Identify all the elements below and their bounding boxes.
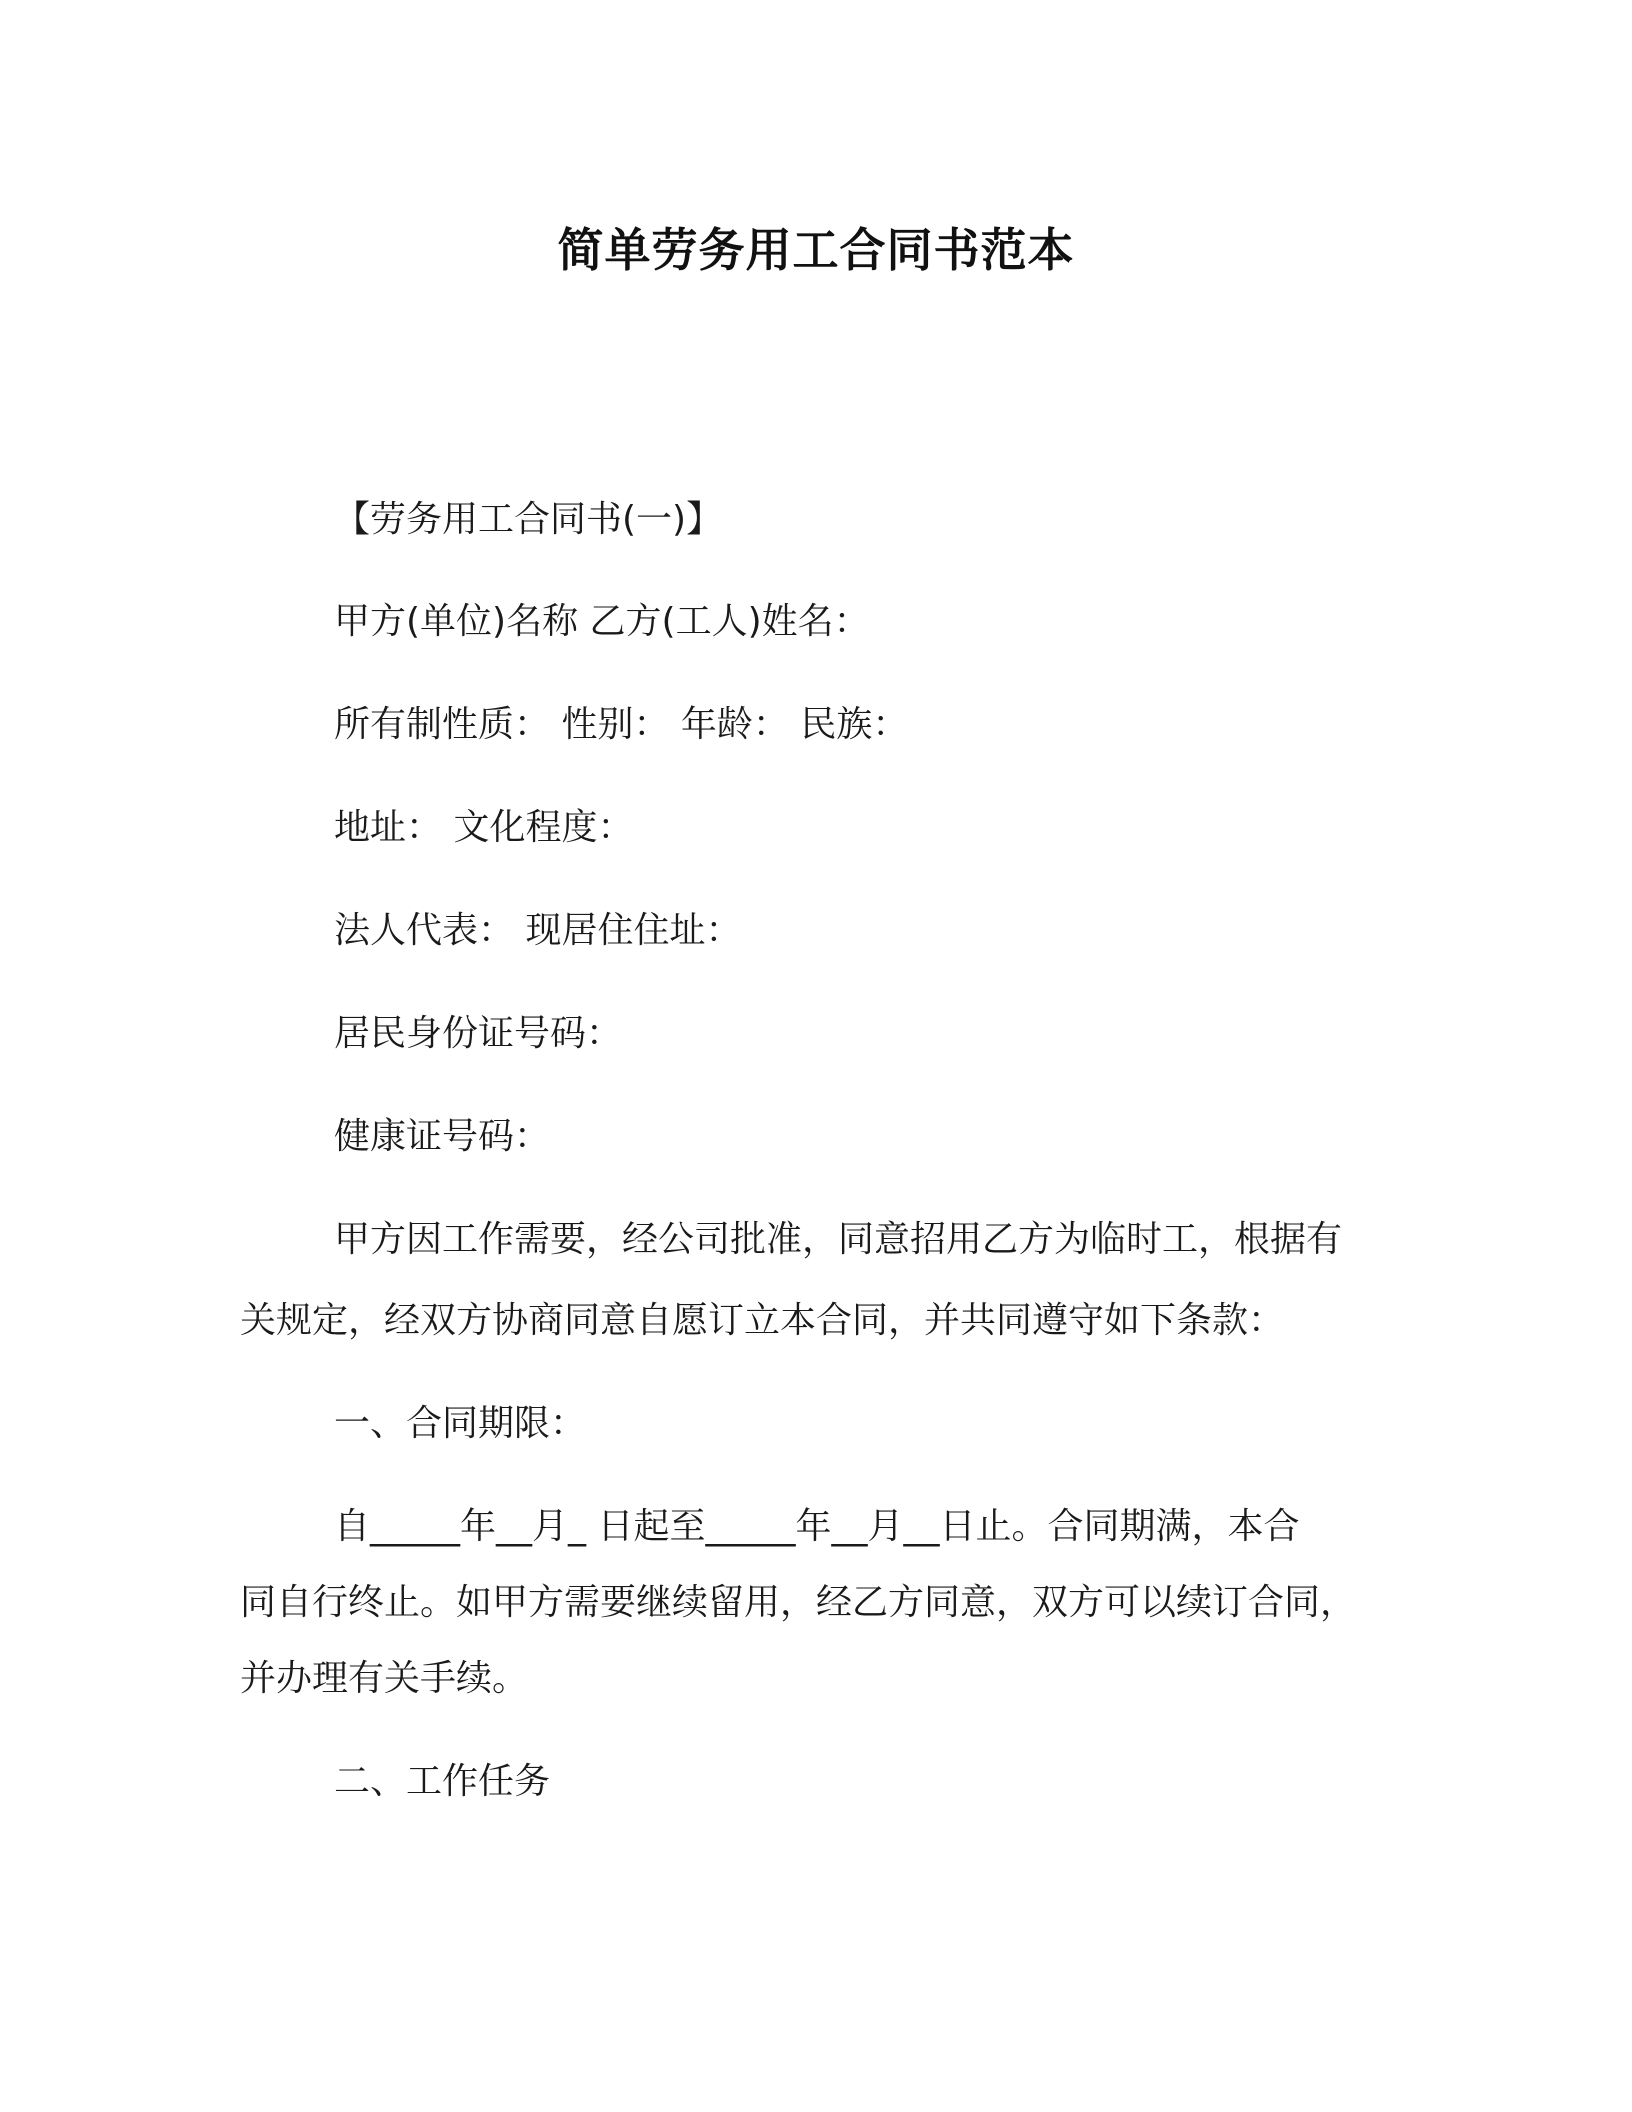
field-legal-rep: 法人代表： 现居住住址： [334, 910, 742, 951]
intro-paragraph-line-1: 甲方因工作需要，经公司批准，同意招用乙方为临时工，根据有 [334, 1219, 1343, 1260]
field-health-cert: 健康证号码： [334, 1116, 551, 1157]
section-heading-tasks: 二、工作任务 [334, 1761, 551, 1802]
term-paragraph-line-1: 自_____年__月_ 日起至_____年__月__日止。合同期满，本合 [334, 1506, 1300, 1547]
section-heading-term: 一、合同期限： [334, 1403, 587, 1444]
field-address: 地址： 文化程度： [334, 807, 634, 848]
field-ownership: 所有制性质： 性别： 年龄： 民族： [334, 704, 909, 745]
intro-paragraph-line-2: 关规定，经双方协商同意自愿订立本合同，并共同遵守如下条款： [240, 1300, 1285, 1341]
contract-subtitle: 【劳务用工合同书(一)】 [334, 499, 723, 540]
document-title: 简单劳务用工合同书范本 [557, 223, 1075, 277]
term-paragraph-line-3: 并办理有关手续。 [240, 1658, 529, 1699]
term-paragraph-line-2: 同自行终止。如甲方需要继续留用，经乙方同意，双方可以续订合同， [240, 1582, 1357, 1623]
field-id-number: 居民身份证号码： [334, 1013, 623, 1054]
field-party-names: 甲方(单位)名称 乙方(工人)姓名： [334, 601, 870, 642]
